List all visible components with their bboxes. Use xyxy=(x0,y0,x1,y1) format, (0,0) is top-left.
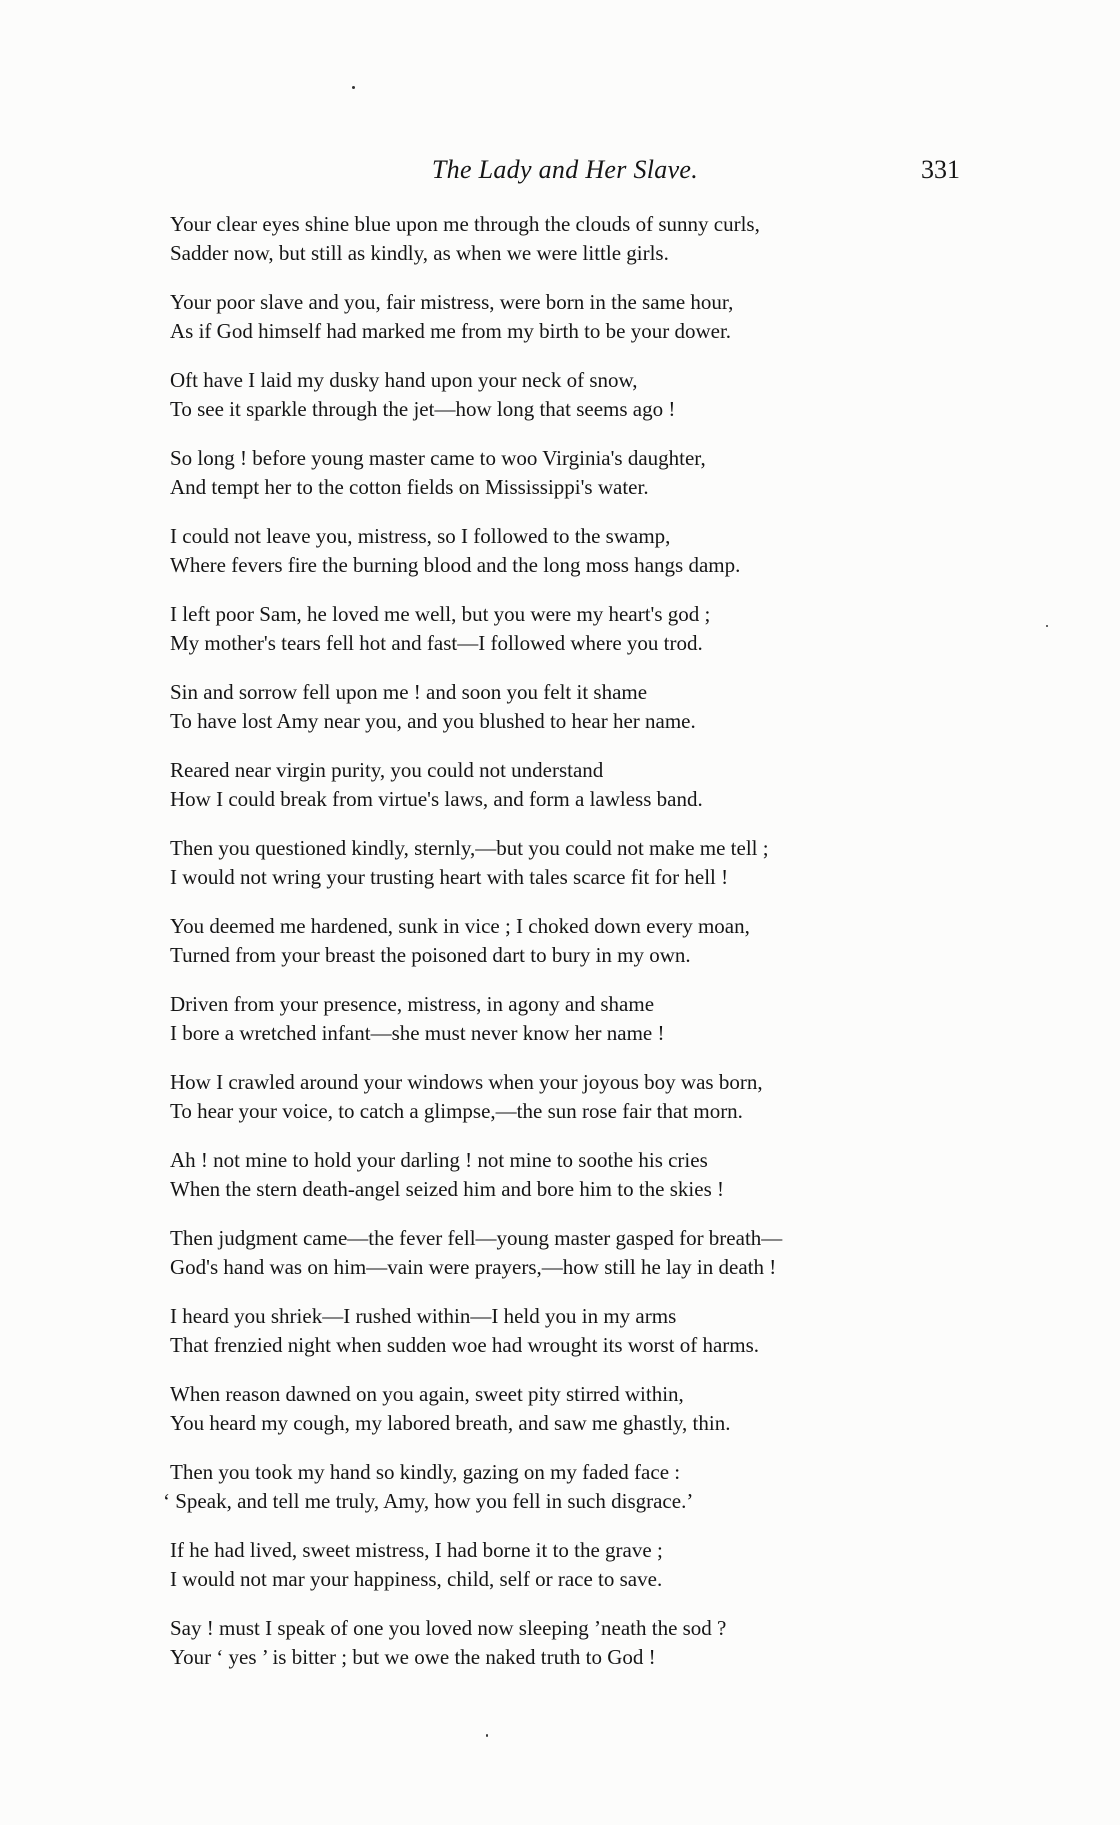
poem-line: To hear your voice, to catch a glimpse,—the sun rose fair that morn. xyxy=(170,1099,743,1123)
stanza xyxy=(170,912,960,990)
poem-line: I left poor Sam, he loved me well, but you were my heart's god ; xyxy=(170,602,711,626)
stanza xyxy=(170,1614,960,1692)
stanza xyxy=(170,678,960,756)
stanza xyxy=(170,1146,960,1224)
poem-line: Your ‘ yes ’ is bitter ; but we owe the naked truth to God ! xyxy=(170,1645,656,1669)
stanza xyxy=(170,210,960,288)
poem-line: And tempt her to the cotton fields on Mississippi's water. xyxy=(170,475,649,499)
poem-line: I could not leave you, mistress, so I followed to the swamp, xyxy=(170,524,671,548)
poem-line: Ah ! not mine to hold your darling ! not mine to soothe his cries xyxy=(170,1148,708,1172)
stanza xyxy=(170,288,960,366)
poem-line: God's hand was on him—vain were prayers,—how still he lay in death ! xyxy=(170,1255,777,1279)
stanza xyxy=(170,522,960,600)
stanza xyxy=(170,834,960,912)
stanza xyxy=(170,1536,960,1614)
stanza xyxy=(170,990,960,1068)
poem-line: Oft have I laid my dusky hand upon your neck of snow, xyxy=(170,368,638,392)
ink-speck xyxy=(486,1734,488,1737)
poem-line: To have lost Amy near you, and you blushed to hear her name. xyxy=(170,709,696,733)
poem-line: Sin and sorrow fell upon me ! and soon you felt it shame xyxy=(170,680,648,704)
stanza xyxy=(163,1458,960,1536)
stanza xyxy=(170,1068,960,1146)
poem-line: That frenzied night when sudden woe had wrought its worst of harms. xyxy=(170,1333,760,1357)
poem-line: Say ! must I speak of one you loved now sleeping ’neath the sod ? xyxy=(170,1616,727,1640)
page-number: 331 xyxy=(921,155,960,184)
poem-line: Then you took my hand so kindly, gazing on my faded face : xyxy=(170,1460,681,1484)
poem-line: When the stern death-angel seized him and bore him to the skies ! xyxy=(170,1177,724,1201)
poem-line: As if God himself had marked me from my birth to be your dower. xyxy=(170,319,732,343)
poem-line: I bore a wretched infant—she must never know her name ! xyxy=(170,1021,665,1045)
poem-line: ‘ Speak, and tell me truly, Amy, how you fell in such disgrace.’ xyxy=(163,1489,694,1513)
stanza xyxy=(170,444,960,522)
poem-line: Then you questioned kindly, sternly,—but you could not make me tell ; xyxy=(170,836,769,860)
poem-line: When reason dawned on you again, sweet pity stirred within, xyxy=(170,1382,684,1406)
poem-line: To see it sparkle through the jet—how long that seems ago ! xyxy=(170,397,676,421)
page-header xyxy=(170,152,960,188)
poem-line: Then judgment came—the fever fell—young master gasped for breath— xyxy=(170,1226,783,1250)
poem-line: Driven from your presence, mistress, in agony and shame xyxy=(170,992,655,1016)
ink-speck xyxy=(1046,625,1048,627)
poem-line: Reared near virgin purity, you could not understand xyxy=(170,758,604,782)
poem-line: Your clear eyes shine blue upon me through the clouds of sunny curls, xyxy=(170,212,760,236)
poem-line: Where fevers fire the burning blood and the long moss hangs damp. xyxy=(170,553,741,577)
stanza xyxy=(170,756,960,834)
stanza xyxy=(170,1302,960,1380)
poem-line: If he had lived, sweet mistress, I had borne it to the grave ; xyxy=(170,1538,663,1562)
stanza xyxy=(170,600,960,678)
running-title: The Lady and Her Slave. xyxy=(431,155,699,184)
poem-line: I heard you shriek—I rushed within—I held you in my arms xyxy=(170,1304,677,1328)
poem-line: My mother's tears fell hot and fast—I followed where you trod. xyxy=(170,631,703,655)
ink-speck xyxy=(352,86,355,89)
poem-line: So long ! before young master came to woo Virginia's daughter, xyxy=(170,446,706,470)
poem-line: Sadder now, but still as kindly, as when we were little girls. xyxy=(170,241,669,265)
poem-line: I would not mar your happiness, child, self or race to save. xyxy=(170,1567,663,1591)
poem-line: You heard my cough, my labored breath, and saw me ghastly, thin. xyxy=(170,1411,731,1435)
poem-line: Turned from your breast the poisoned dart to bury in my own. xyxy=(170,943,691,967)
stanza xyxy=(170,1224,960,1302)
poem-line: How I crawled around your windows when your joyous boy was born, xyxy=(170,1070,763,1094)
stanza xyxy=(170,1380,960,1458)
poem-line: How I could break from virtue's laws, and form a lawless band. xyxy=(170,787,703,811)
poem-line: Your poor slave and you, fair mistress, were born in the same hour, xyxy=(170,290,734,314)
poem-body xyxy=(163,210,960,1692)
stanza xyxy=(170,366,960,444)
poem-line: I would not wring your trusting heart with tales scarce fit for hell ! xyxy=(170,865,729,889)
poem-line: You deemed me hardened, sunk in vice ; I choked down every moan, xyxy=(170,914,750,938)
